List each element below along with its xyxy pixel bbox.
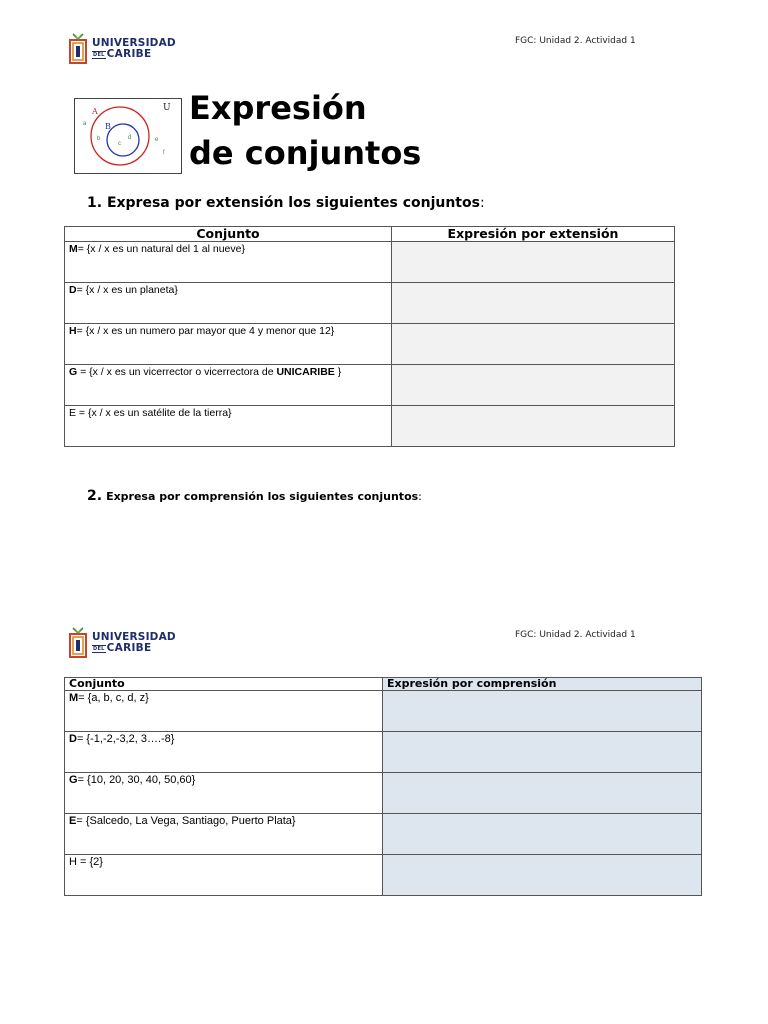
set-b-label: B bbox=[105, 122, 111, 131]
section-1-text: Expresa por extensión los siguientes conjuntos bbox=[106, 195, 480, 211]
page-title bbox=[189, 86, 421, 176]
universe-label: U bbox=[163, 103, 171, 113]
logo-emblem-icon bbox=[68, 627, 88, 659]
venn-diagram-graphic bbox=[75, 99, 181, 173]
table-row bbox=[65, 732, 702, 773]
section-1-colon: : bbox=[479, 195, 485, 211]
venn-element: b bbox=[97, 136, 101, 142]
set-definition-cell: G = {x / x es un vicerrector o vicerrectora de UNICARIBE } bbox=[65, 365, 392, 406]
table-row bbox=[65, 324, 675, 365]
set-b-circle bbox=[107, 124, 139, 156]
logo-text-caribe: CARIBE bbox=[106, 642, 152, 654]
document-code: FGC: Unidad 2. Actividad 1 bbox=[515, 630, 636, 640]
answer-cell[interactable] bbox=[383, 691, 702, 732]
section-2-number: 2. bbox=[87, 488, 103, 504]
table-row bbox=[65, 242, 675, 283]
set-listing-cell: H = {2} bbox=[65, 855, 383, 896]
venn-element: c bbox=[118, 141, 121, 147]
logo-text-del: DEL bbox=[93, 645, 105, 652]
table-row bbox=[65, 814, 702, 855]
set-listing-cell: D= {-1,-2,-3,2, 3….-8} bbox=[65, 732, 383, 773]
set-definition-cell: D= {x / x es un planeta} bbox=[65, 283, 392, 324]
table-header-row bbox=[65, 678, 702, 691]
answer-cell[interactable] bbox=[392, 406, 675, 447]
venn-element: e bbox=[155, 137, 159, 143]
answer-cell[interactable] bbox=[392, 283, 675, 324]
extension-table bbox=[64, 226, 675, 447]
document-code: FGC: Unidad 2. Actividad 1 bbox=[515, 36, 636, 46]
section-2-text: Expresa por comprensión los siguientes conjuntos bbox=[106, 490, 419, 503]
section-1-heading bbox=[87, 195, 485, 211]
logo-emblem-icon bbox=[68, 33, 88, 65]
set-definition-cell: H= {x / x es un numero par mayor que 4 y menor que 12} bbox=[65, 324, 392, 365]
header-conjunto: Conjunto bbox=[65, 227, 392, 242]
set-definition-cell: M= {x / x es un natural del 1 al nueve} bbox=[65, 242, 392, 283]
table-row bbox=[65, 365, 675, 406]
table-row bbox=[65, 283, 675, 324]
answer-cell[interactable] bbox=[392, 324, 675, 365]
answer-cell[interactable] bbox=[383, 855, 702, 896]
comprehension-table bbox=[64, 677, 702, 896]
title-line-1: Expresión bbox=[189, 89, 367, 127]
logo-text-del: DEL bbox=[93, 51, 105, 58]
table-row bbox=[65, 773, 702, 814]
set-definition-cell: E = {x / x es un satélite de la tierra} bbox=[65, 406, 392, 447]
venn-diagram bbox=[74, 98, 182, 174]
header-expresion-comprension: Expresión por comprensión bbox=[383, 678, 702, 691]
logo-text-caribe: CARIBE bbox=[106, 48, 152, 60]
section-2-colon: : bbox=[418, 490, 422, 503]
university-logo bbox=[68, 627, 176, 659]
header-conjunto: Conjunto bbox=[65, 678, 383, 691]
answer-cell[interactable] bbox=[392, 242, 675, 283]
title-line-2: de conjuntos bbox=[189, 134, 422, 172]
answer-cell[interactable] bbox=[392, 365, 675, 406]
table-row bbox=[65, 691, 702, 732]
header-expresion-extension: Expresión por extensión bbox=[392, 227, 675, 242]
venn-element: f bbox=[163, 150, 165, 156]
university-logo bbox=[68, 33, 176, 65]
table-row bbox=[65, 406, 675, 447]
set-listing-cell: M= {a, b, c, d, z} bbox=[65, 691, 383, 732]
venn-element: a bbox=[83, 121, 87, 127]
table-row bbox=[65, 855, 702, 896]
logo-text-universidad: UNIVERSIDAD bbox=[92, 37, 176, 49]
logo-text-universidad: UNIVERSIDAD bbox=[92, 631, 176, 643]
set-listing-cell: E= {Salcedo, La Vega, Santiago, Puerto Plata} bbox=[65, 814, 383, 855]
section-2-heading bbox=[87, 488, 422, 504]
answer-cell[interactable] bbox=[383, 814, 702, 855]
answer-cell[interactable] bbox=[383, 732, 702, 773]
venn-element: d bbox=[128, 135, 132, 141]
section-1-number: 1. bbox=[87, 195, 103, 211]
table-header-row bbox=[65, 227, 675, 242]
set-listing-cell: G= {10, 20, 30, 40, 50,60} bbox=[65, 773, 383, 814]
answer-cell[interactable] bbox=[383, 773, 702, 814]
set-a-label: A bbox=[92, 107, 98, 116]
